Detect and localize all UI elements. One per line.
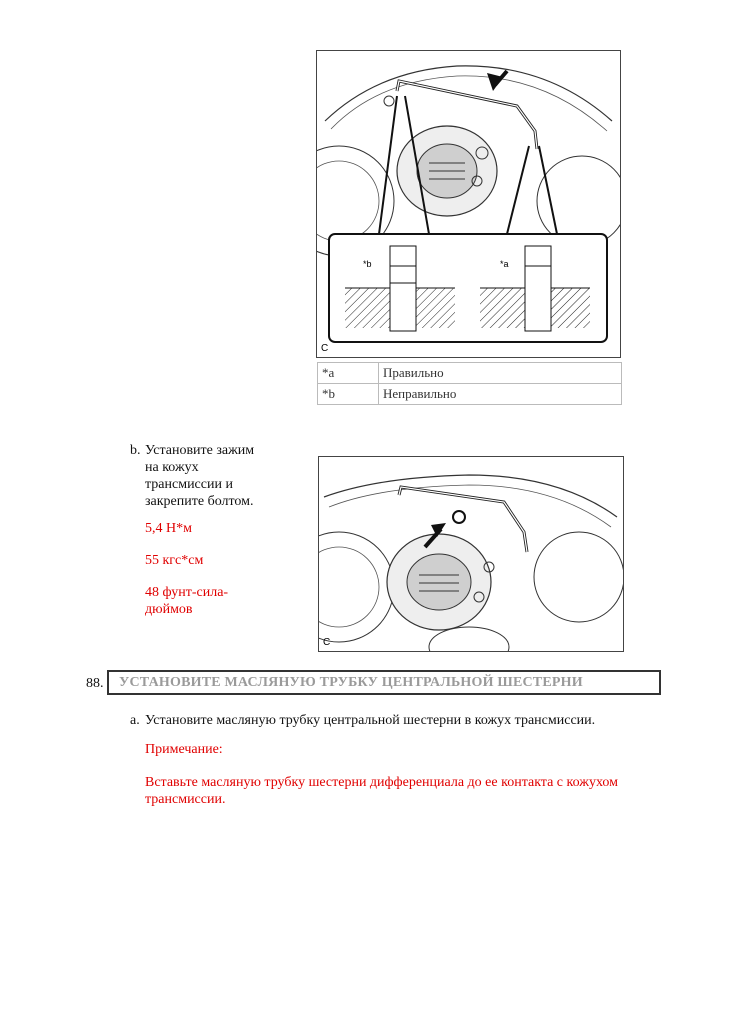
figure-corner-label: C (323, 637, 331, 648)
instruction-line: на кожух (145, 460, 199, 475)
inset-label-a: *a (500, 259, 509, 269)
instruction-line: Установите зажим (145, 443, 255, 458)
step-a-instruction: Установите масляную трубку центральной шестерни в кожух трансмиссии. (145, 713, 596, 728)
torque-nm: 5,4 Н*м (145, 521, 192, 536)
step-b-instruction (145, 442, 305, 510)
legend-table (317, 362, 622, 405)
figure-2-drawing (319, 457, 623, 651)
torque-line: дюймов (145, 602, 193, 617)
figure-clamp-install (318, 456, 624, 652)
step-b-marker: b. (130, 443, 141, 458)
note-label: Примечание: (145, 742, 223, 757)
legend-key: *b (318, 384, 379, 405)
note-line: трансмиссии. (145, 792, 226, 807)
legend-value: Правильно (379, 363, 622, 384)
torque-kgf: 55 кгс*см (145, 553, 204, 568)
figure-1-drawing (317, 51, 620, 357)
instruction-line: закрепите болтом. (145, 494, 254, 509)
note-line: Вставьте масляную трубку шестерни дифференциала до ее контакта с кожухом (145, 775, 618, 790)
inset-label-b: *b (363, 259, 372, 269)
legend-row (318, 384, 622, 405)
section-heading: УСТАНОВИТЕ МАСЛЯНУЮ ТРУБКУ ЦЕНТРАЛЬНОЙ ШЕСТЕРНИ (107, 670, 661, 695)
legend-value: Неправильно (379, 384, 622, 405)
figure-corner-label: C (321, 343, 329, 354)
torque-inlbf (145, 584, 228, 618)
legend-key: *a (318, 363, 379, 384)
instruction-line: трансмиссии и (145, 477, 233, 492)
torque-line: 48 фунт-сила- (145, 585, 229, 600)
legend-row (318, 363, 622, 384)
step-a-marker: a. (130, 713, 140, 728)
figure-oil-pipe-inset (316, 50, 621, 358)
section-number: 88. (86, 676, 104, 691)
note-text (145, 774, 665, 808)
